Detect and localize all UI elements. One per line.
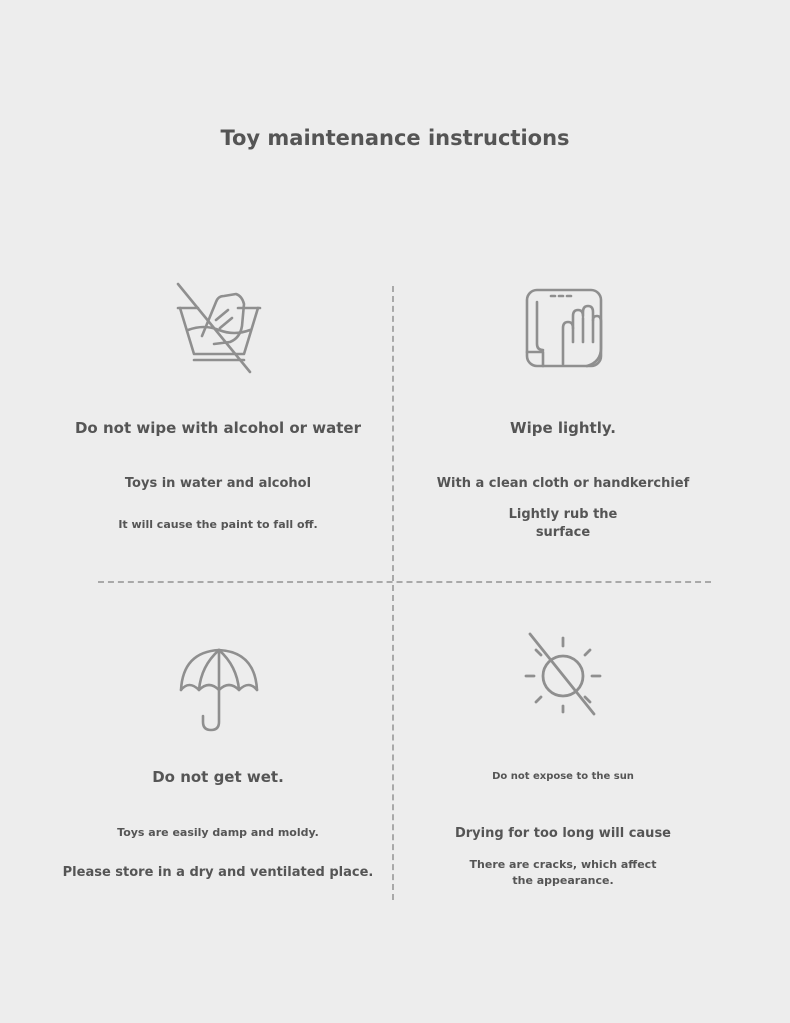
card-heading: Do not get wet.	[152, 768, 284, 786]
card-line-2: Lightly rub the surface	[508, 507, 618, 540]
card-do-not-get-wet	[38, 640, 398, 900]
card-line-1: Toys in water and alcohol	[124, 476, 312, 491]
card-line-2: There are cracks, which affect the appearance.	[469, 858, 657, 887]
card-heading: Wipe lightly.	[510, 419, 616, 437]
page-title: Toy maintenance instructions	[220, 126, 570, 150]
card-heading: Do not wipe with alcohol or water	[74, 419, 361, 437]
no-sun-icon	[522, 630, 604, 718]
card-do-not-expose-sun	[383, 630, 743, 900]
no-wash-basin-icon	[174, 280, 264, 374]
card-no-alcohol-water	[38, 270, 398, 570]
horizontal-divider	[98, 581, 711, 583]
card-line-1: With a clean cloth or handkerchief	[436, 476, 690, 491]
card-line-1: Drying for too long will cause	[454, 826, 671, 841]
card-heading: Do not expose to the sun	[492, 771, 634, 782]
card-line-2: It will cause the paint to fall off.	[118, 518, 318, 531]
card-line-2: Please store in a dry and ventilated place.	[62, 865, 374, 880]
cloth-wipe-hand-icon	[523, 286, 605, 370]
card-wipe-lightly	[383, 270, 743, 570]
umbrella-icon	[179, 646, 259, 732]
card-line-1: Toys are easily damp and moldy.	[117, 826, 319, 839]
